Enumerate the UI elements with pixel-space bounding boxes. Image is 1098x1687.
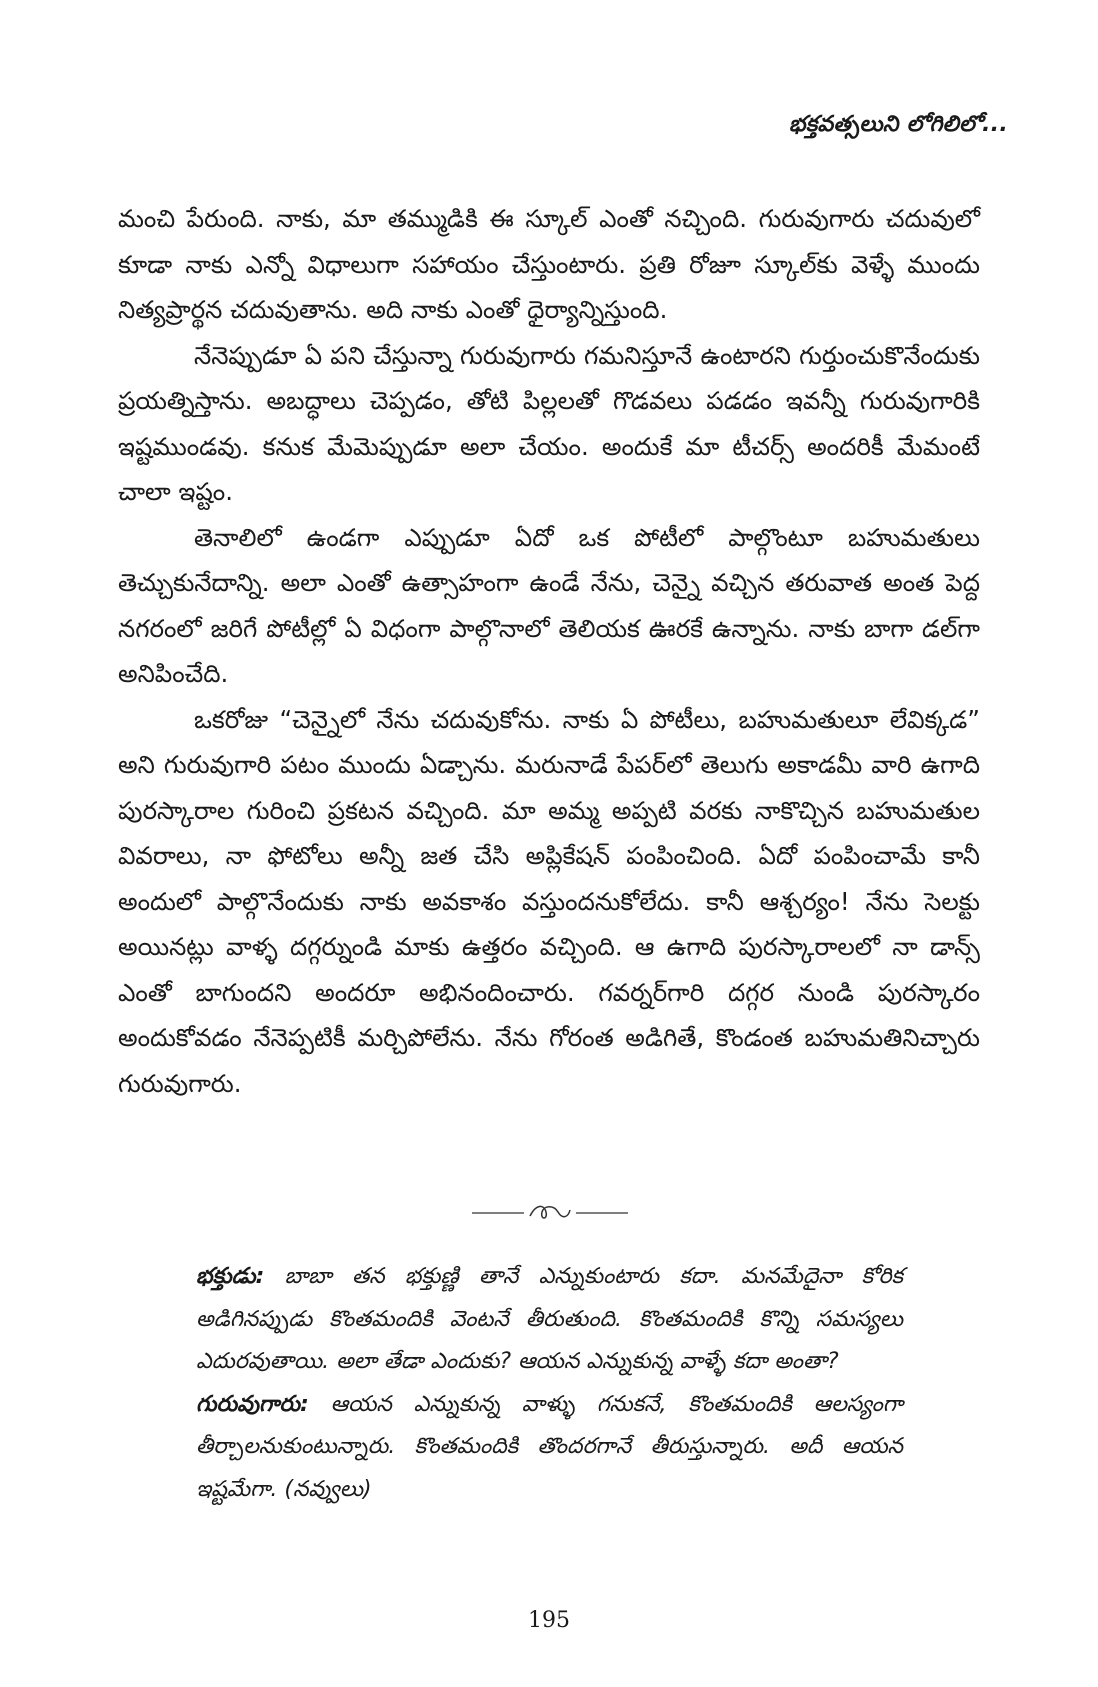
flourish-divider-icon xyxy=(470,1200,630,1224)
speaker-label: భక్తుడు: xyxy=(196,1264,265,1289)
paragraph: తెనాలిలో ఉండగా ఎప్పుడూ ఏదో ఒక పోటీలో పాల్గొంటూ బహుమతులు తెచ్చుకునేదాన్ని. అలా ఎంతో ఉత్సాహంగా ఉండే నేను, చెన్నై వచ్చిన తరువాత అంత పెద్ద నగరంలో జరిగే పోటీల్లో ఏ విధంగా పాల్గొనాలో తెలియక ఊరకే ఉన్నాను. నాకు బాగా డల్‌గా అనిపించేది. xyxy=(118,522,980,688)
dialogue-entry xyxy=(196,1384,903,1512)
speaker-label: గురువుగారు: xyxy=(196,1391,309,1417)
paragraph: నేనెప్పుడూ ఏ పని చేస్తున్నా గురువుగారు గమనిస్తూనే ఉంటారని గుర్తుంచుకొనేందుకు ప్రయత్నిస్తాను. అబద్ధాలు చెప్పడం, తోటి పిల్లలతో గొడవలు పడడం ఇవన్నీ గురువుగారికి ఇష్టముండవు. కనుక మేమెప్పుడూ అలా చేయం. అందుకే మా టీచర్స్ అందరికీ మేమంటే చాలా ఇష్టం. xyxy=(118,340,980,506)
body-text xyxy=(118,196,980,1106)
running-header-title: భక్తవత్సలుని లోగిలిలో... xyxy=(788,112,1008,137)
dialogue-text: బాబా తన భక్తుణ్ణి తానే ఎన్నుకుంటారు కదా. మనమేదైనా కోరిక అడిగినప్పుడు కొంతమందికి వెంటనే తీరుతుంది. కొంతమందికి కొన్ని సమస్యలు ఎదురవుతాయి. అలా తేడా ఎందుకు? ఆయన ఎన్నుకున్న వాళ్ళే కదా అంతా? xyxy=(196,1264,903,1374)
paragraph: ఒకరోజు “చెన్నైలో నేను చదువుకోను. నాకు ఏ పోటీలు, బహుమతులూ లేవిక్కడ” అని గురువుగారి పటం ముందు ఏడ్చాను. మరునాడే పేపర్‌లో తెలుగు అకాడమీ వారి ఉగాది పురస్కారాల గురించి ప్రకటన వచ్చింది. మా అమ్మ అప్పటి వరకు నాకొచ్చిన బహుమతుల వివరాలు, నా ఫోటోలు అన్నీ జత చేసి అప్లికేషన్ పంపించింది. ఏదో పంపించామే కానీ అందులో పాల్గొనేందుకు నాకు అవకాశం వస్తుందనుకోలేదు. కానీ ఆశ్చర్యం! నేను సెలక్టు అయినట్లు వాళ్ళ దగ్గర్నుండి మాకు ఉత్తరం వచ్చింది. ఆ ఉగాది పురస్కారాలలో నా డాన్స్ ఎంతో బాగుందని అందరూ అభినందించారు. గవర్నర్‌గారి దగ్గర నుండి పురస్కారం అందుకోవడం నేనెప్పటికీ మర్చిపోలేను. నేను గోరంత అడిగితే, కొండంత బహుమతినిచ్చారు గురువుగారు. xyxy=(118,704,980,1098)
dialogue-box xyxy=(196,1256,903,1511)
page-number: 195 xyxy=(528,1608,570,1633)
paragraph: మంచి పేరుంది. నాకు, మా తమ్ముడికి ఈ స్కూల్ ఎంతో నచ్చింది. గురువుగారు చదువులో కూడా నాకు ఎన్నో విధాలుగా సహాయం చేస్తుంటారు. ప్రతి రోజూ స్కూల్‌కు వెళ్ళే ముందు నిత్యప్రార్థన చదువుతాను. అది నాకు ఎంతో ధైర్యాన్నిస్తుంది. xyxy=(118,204,980,324)
dialogue-entry xyxy=(196,1256,903,1384)
dialogue-text: ఆయన ఎన్నుకున్న వాళ్ళు గనుకనే, కొంతమందికి ఆలస్యంగా తీర్చాలనుకుంటున్నారు. కొంతమందికి తొందరగానే తీరుస్తున్నారు. అదీ ఆయన ఇష్టమేగా. (నవ్వులు) xyxy=(196,1391,904,1502)
